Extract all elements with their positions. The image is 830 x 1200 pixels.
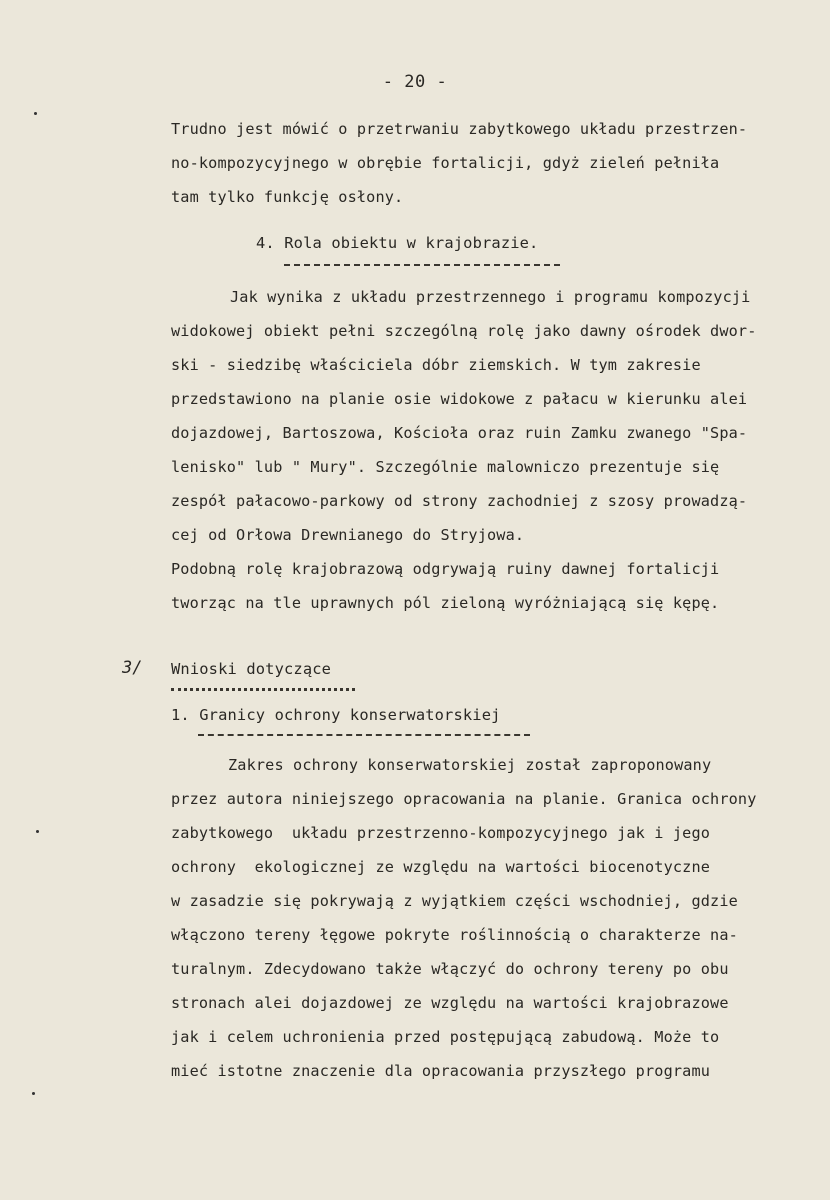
text-line: Podobną rolę krajobrazową odgrywają ruiny dawnej fortalicji <box>171 560 720 578</box>
text-line: turalnym. Zdecydowano także włączyć do ochrony tereny po obu <box>171 960 729 978</box>
text-line: jak i celem uchronienia przed postępującą zabudową. Może to <box>171 1028 720 1046</box>
text-line: no-kompozycyjnego w obrębie fortalicji, gdyż zieleń pełniła <box>171 154 720 172</box>
underline-rule <box>284 264 560 266</box>
text-line: przedstawiono na planie osie widokowe z pałacu w kierunku alei <box>171 390 748 408</box>
text-line: lenisko" lub " Mury". Szczególnie malowniczo prezentuje się <box>171 458 720 476</box>
text-line: dojazdowej, Bartoszowa, Kościoła oraz ruin Zamku zwanego "Spa- <box>171 424 748 442</box>
text-line: stronach alei dojazdowej ze względu na wartości krajobrazowe <box>171 994 729 1012</box>
subsection-4-title: 4. Rola obiektu w krajobrazie. <box>256 234 539 252</box>
section-3-number: 3/ <box>122 658 143 678</box>
text-line: mieć istotne znaczenie dla opracowania przyszłego programu <box>171 1062 711 1080</box>
subsection-1-title: 1. Granicy ochrony konserwatorskiej <box>171 706 501 724</box>
text-line: w zasadzie się pokrywają z wyjątkiem części wschodniej, gdzie <box>171 892 738 910</box>
text-line: zespół pałacowo-parkowy od strony zachodniej z szosy prowadzą- <box>171 492 748 510</box>
text-line: Zakres ochrony konserwatorskiej został zaproponowany <box>228 756 712 774</box>
text-line: widokowej obiekt pełni szczególną rolę jako dawny ośrodek dwor- <box>171 322 757 340</box>
text-line: tam tylko funkcję osłony. <box>171 188 404 206</box>
text-line: tworząc na tle uprawnych pól zieloną wyróżniającą się kępę. <box>171 594 720 612</box>
section-3-title: Wnioski dotyczące <box>171 660 332 678</box>
underline-rule <box>198 734 530 736</box>
text-line: ski - siedzibę właściciela dóbr ziemskich. W tym zakresie <box>171 356 701 374</box>
margin-mark <box>36 830 39 833</box>
underline-rule <box>171 688 355 691</box>
margin-mark <box>32 1092 35 1095</box>
text-line: Trudno jest mówić o przetrwaniu zabytkowego układu przestrzen- <box>171 120 748 138</box>
text-line: ochrony ekologicznej ze względu na wartości biocenotyczne <box>171 858 711 876</box>
text-line: włączono tereny łęgowe pokryte roślinnością o charakterze na- <box>171 926 738 944</box>
text-line: zabytkowego układu przestrzenno-kompozycyjnego jak i jego <box>171 824 711 842</box>
text-line: Jak wynika z układu przestrzennego i programu kompozycji <box>230 288 751 306</box>
text-line: przez autora niniejszego opracowania na planie. Granica ochrony <box>171 790 757 808</box>
page-number: - 20 - <box>382 72 448 92</box>
margin-mark <box>34 112 37 115</box>
text-line: cej od Orłowa Drewnianego do Stryjowa. <box>171 526 525 544</box>
